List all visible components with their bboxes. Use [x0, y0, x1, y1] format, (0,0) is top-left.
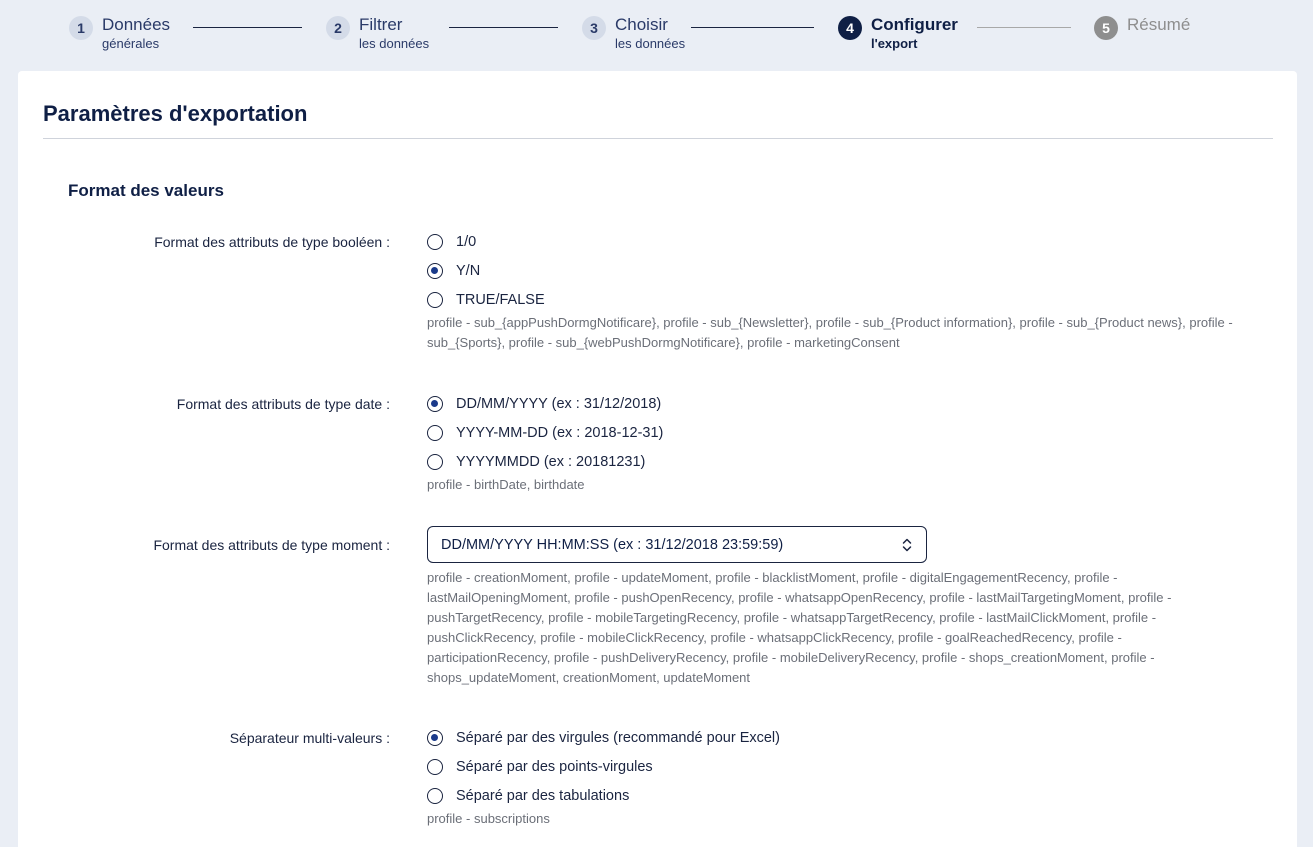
export-settings-card	[18, 71, 1297, 847]
boolean-format-label: Format des attributs de type booléen :	[154, 234, 390, 250]
radio-date-dd-mm-yyyy[interactable]	[427, 389, 1247, 418]
date-format-options	[427, 389, 1247, 495]
step-2-filtrer[interactable]	[326, 14, 429, 51]
step-title: Configurer	[871, 15, 958, 34]
option-label: Séparé par des virgules (recommandé pour Excel)	[456, 729, 780, 746]
step-connector	[691, 27, 814, 28]
step-4-configurer[interactable]	[838, 14, 958, 51]
boolean-format-hint: profile - sub_{appPushDormgNotificare}, profile - sub_{Newsletter}, profile - sub_{Product information}, profile - sub_{Product news}, profile - sub_{Sports}, profile - sub_{webPushDormgNotificare}, profile - marketingConsent	[427, 315, 1233, 350]
step-3-choisir[interactable]	[582, 14, 685, 51]
page-title: Paramètres d'exportation	[43, 101, 308, 126]
date-format-label: Format des attributs de type date :	[176, 396, 390, 412]
boolean-format-options	[427, 227, 1247, 353]
radio-date-yyyymmdd[interactable]	[427, 447, 1247, 476]
date-format-hint: profile - birthDate, birthdate	[427, 477, 585, 492]
step-number: 1	[69, 16, 93, 40]
step-connector	[977, 27, 1071, 28]
radio-button[interactable]	[427, 234, 443, 250]
option-label: Séparé par des points-virgules	[456, 758, 653, 775]
step-number: 4	[838, 16, 862, 40]
radio-button-selected[interactable]	[427, 396, 443, 412]
radio-boolean-1-0[interactable]	[427, 227, 1247, 256]
step-connector	[449, 27, 558, 28]
step-subtitle: l'export	[871, 36, 918, 51]
moment-format-options	[427, 526, 1247, 688]
step-number: 2	[326, 16, 350, 40]
section-title: Format des valeurs	[68, 181, 224, 200]
step-1-donnees-generales[interactable]	[69, 14, 170, 51]
option-label: 1/0	[456, 233, 477, 250]
radio-separator-comma[interactable]	[427, 723, 1247, 752]
step-subtitle: les données	[615, 36, 686, 51]
step-title: Choisir	[615, 15, 668, 34]
radio-boolean-y-n[interactable]	[427, 256, 1247, 285]
step-number: 5	[1094, 16, 1118, 40]
divider	[43, 138, 1273, 139]
step-connector	[193, 27, 302, 28]
step-title: Données	[102, 15, 171, 34]
option-label: YYYY-MM-DD (ex : 2018-12-31)	[456, 424, 664, 441]
radio-button-selected[interactable]	[427, 263, 443, 279]
radio-date-yyyy-mm-dd[interactable]	[427, 418, 1247, 447]
separator-hint: profile - subscriptions	[427, 811, 550, 826]
step-subtitle: les données	[359, 36, 430, 51]
step-title: Filtrer	[359, 15, 403, 34]
radio-separator-semicolon[interactable]	[427, 752, 1247, 781]
option-label: Séparé par des tabulations	[456, 787, 630, 804]
radio-button-selected[interactable]	[427, 730, 443, 746]
chevron-up-down-icon	[900, 536, 914, 554]
step-5-resume	[1094, 14, 1190, 40]
separator-options	[427, 723, 1247, 829]
select-value: DD/MM/YYYY HH:MM:SS (ex : 31/12/2018 23:59:59)	[441, 536, 784, 553]
step-title: Résumé	[1127, 15, 1191, 34]
step-number: 3	[582, 16, 606, 40]
stepper	[0, 0, 1313, 70]
radio-separator-tab[interactable]	[427, 781, 1247, 810]
radio-button[interactable]	[427, 292, 443, 308]
radio-boolean-true-false[interactable]	[427, 285, 1247, 314]
moment-format-hint: profile - creationMoment, profile - updateMoment, profile - blacklistMoment, profile - digitalEngagementRecency, profile - lastMailOpeningMoment, profile - pushOpenRecency, profile - whatsappOpenRecency, profile - lastMailTargetingMoment, profile - pushTargetRecency, profile - mobileTargetingRecency, profile - whatsappTargetRecency, profile - lastMailClickMoment, profile - pushClickRecency, profile - mobileClickRecency, profile - whatsappClickRecency, profile - goalReachedRecency, profile - participationRecency, profile - pushDeliveryRecency, profile - mobileDeliveryRecency, profile - shops_creationMoment, profile - shops_updateMoment, creationMoment, updateMoment	[427, 570, 1172, 685]
radio-button[interactable]	[427, 425, 443, 441]
radio-button[interactable]	[427, 759, 443, 775]
option-label: YYYYMMDD (ex : 20181231)	[456, 453, 646, 470]
option-label: Y/N	[456, 262, 481, 279]
moment-format-label: Format des attributs de type moment :	[153, 537, 390, 553]
separator-label: Séparateur multi-valeurs :	[229, 730, 390, 746]
option-label: TRUE/FALSE	[456, 291, 545, 308]
step-subtitle: générales	[102, 36, 160, 51]
radio-button[interactable]	[427, 454, 443, 470]
option-label: DD/MM/YYYY (ex : 31/12/2018)	[456, 395, 662, 412]
radio-button[interactable]	[427, 788, 443, 804]
moment-format-select[interactable]	[427, 526, 927, 563]
